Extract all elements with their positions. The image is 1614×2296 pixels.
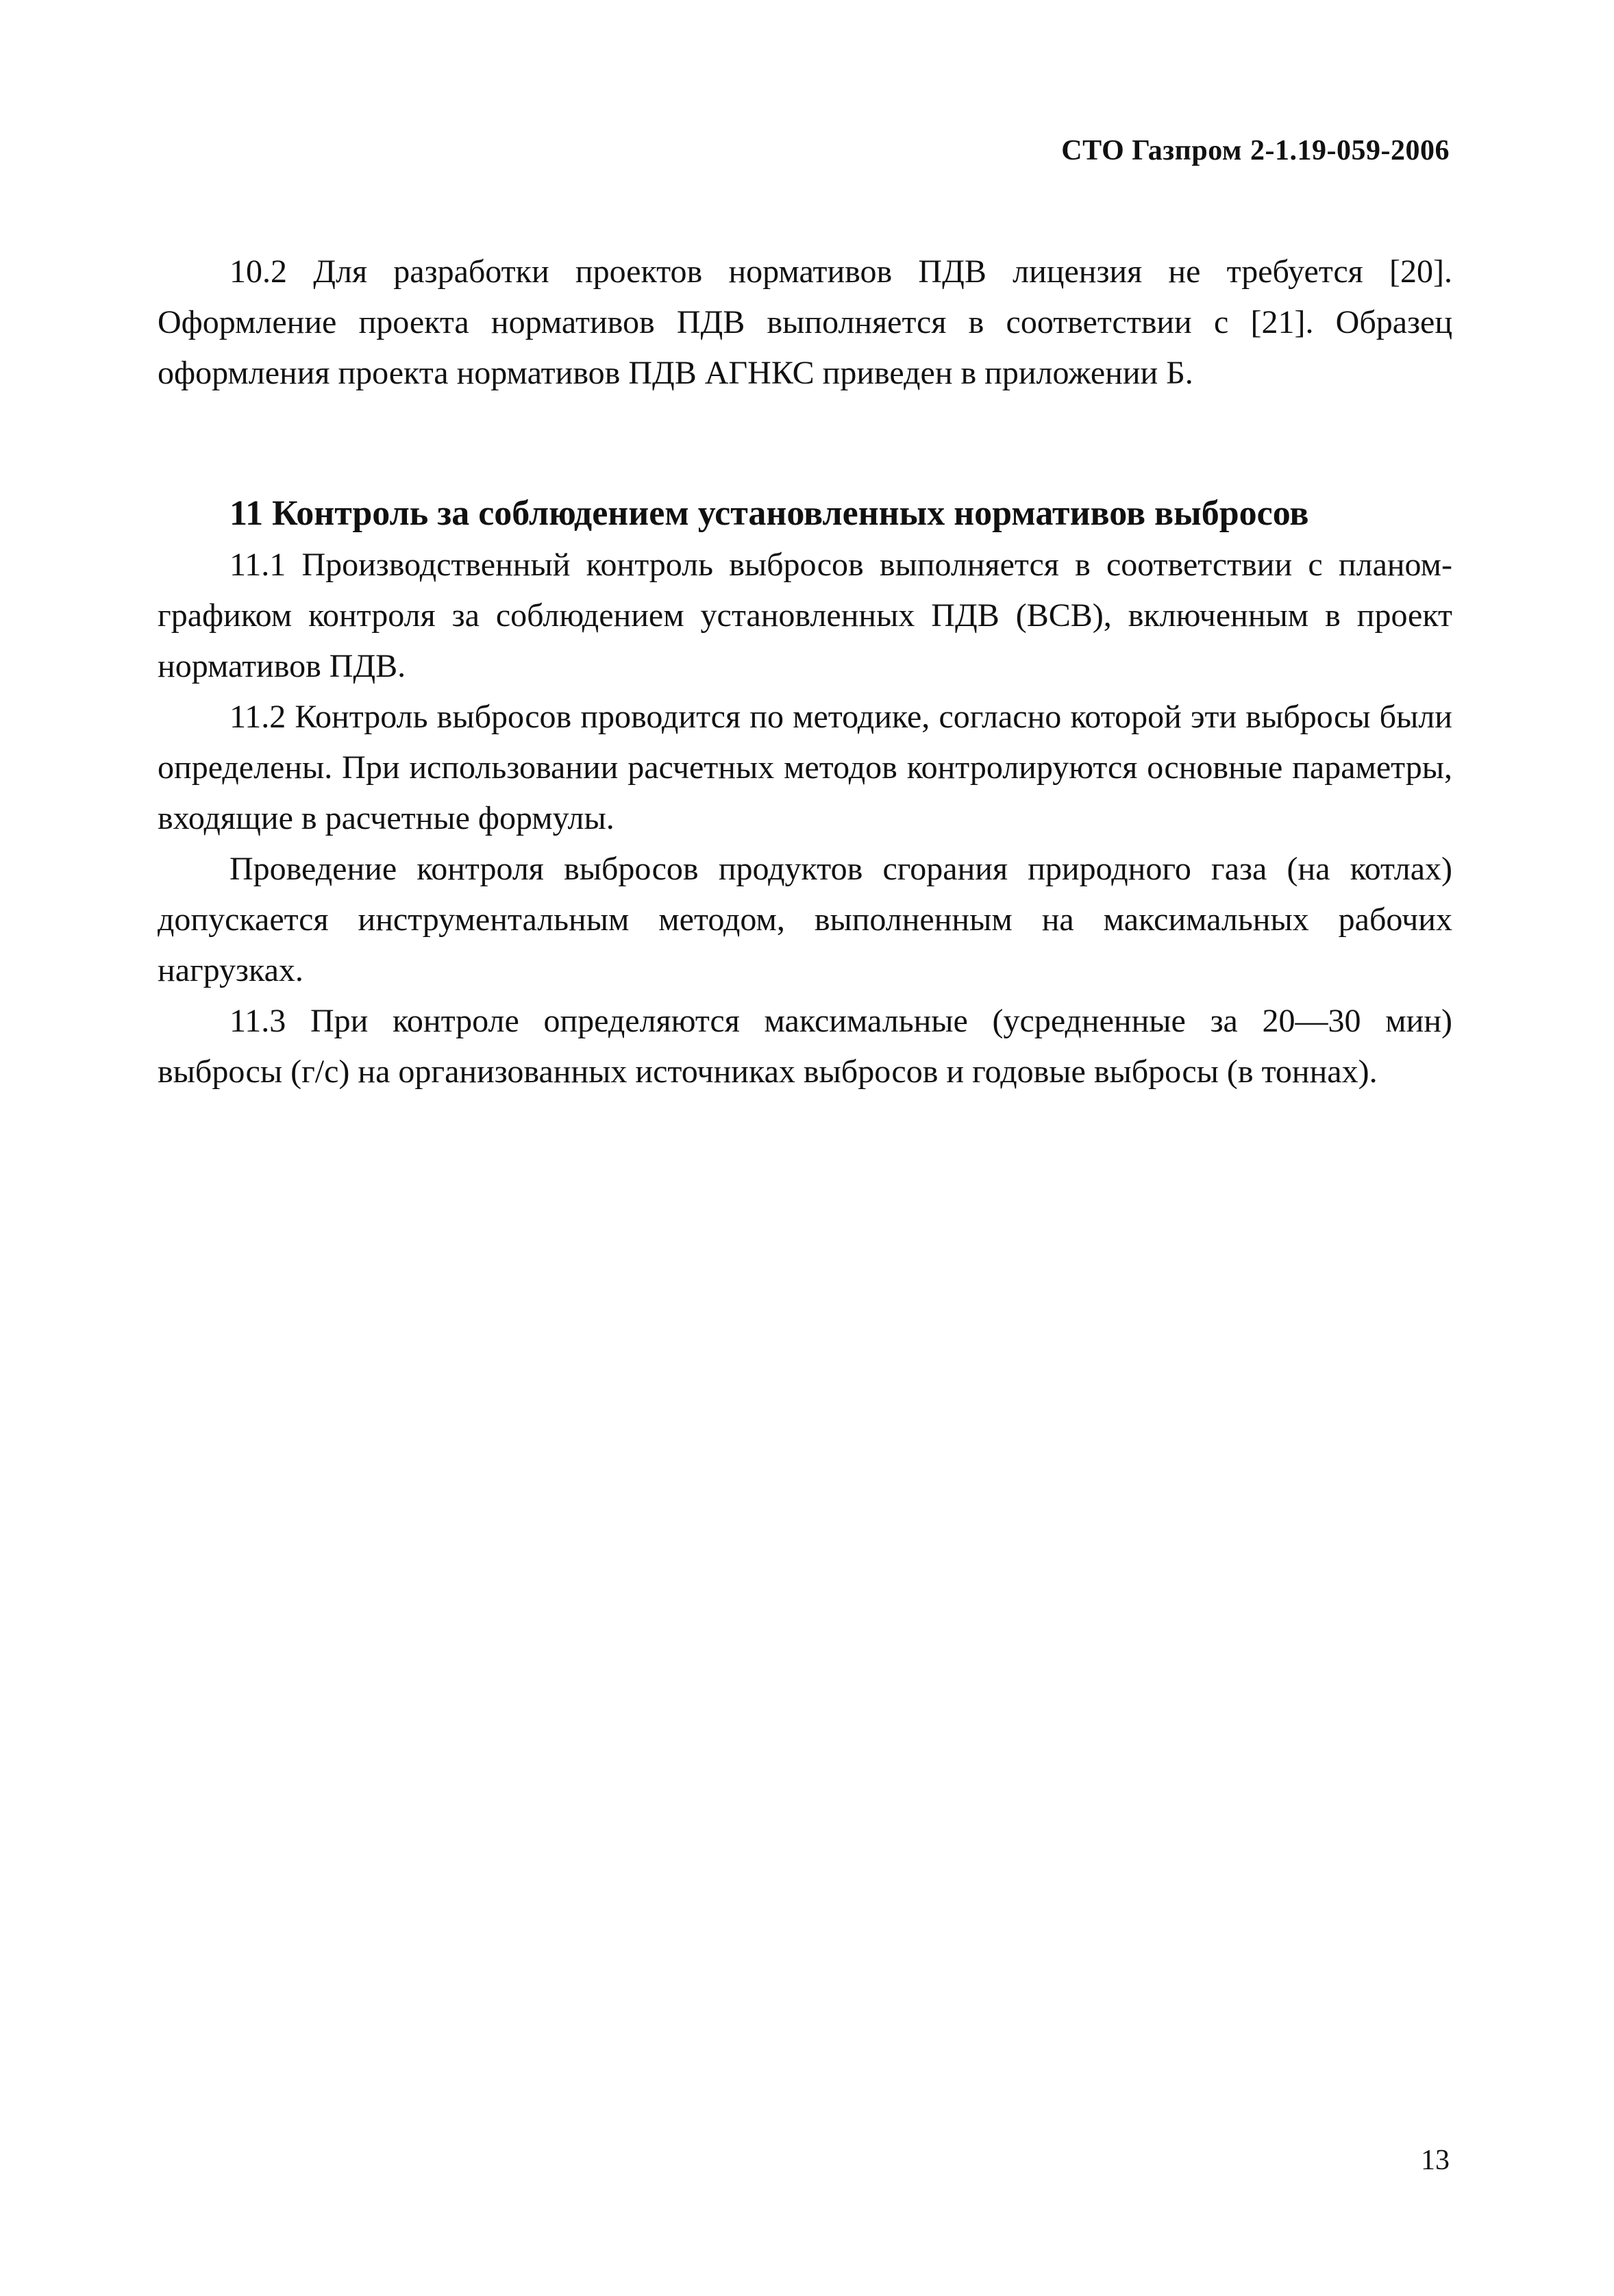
- page-number: 13: [1421, 2145, 1450, 2176]
- header-standard-code: 2-1.19-059-2006: [1250, 135, 1450, 166]
- paragraph-10-2: 10.2 Для разработки проектов нормативов ПДВ лицензия не требуется [20]. Оформление проекта нормативов ПДВ выполняется в соответствии с [21]. Образец оформления проекта нормативов ПДВ АГНКС приведен в приложении Б.: [158, 253, 1452, 391]
- paragraph-11-2: 11.2 Контроль выбросов проводится по методике, согласно которой эти выбросы были определены. При использовании расчетных методов контролируются основные параметры, входящие в расчетные формулы.: [158, 699, 1452, 836]
- paragraph-11-3: 11.3 При контроле определяются максимальные (усредненные за 20—30 мин) выбросы (г/с) на организованных источниках выбросов и годовые выбросы (в тоннах).: [158, 1003, 1452, 1090]
- paragraph-11-2-continued: Проведение контроля выбросов продуктов сгорания природного газа (на котлах) допускается инструментальным методом, выполненным на максимальных рабочих нагрузках.: [158, 851, 1452, 988]
- section-11-heading: 11 Контроль за соблюдением установленных нормативов выбросов: [229, 494, 1309, 533]
- section-spacer: [158, 399, 1452, 488]
- paragraph-11-1: 11.1 Производственный контроль выбросов выполняется в соответствии с планом-графиком контроля за соблюдением установленных ПДВ (ВСВ), включенным в проект нормативов ПДВ.: [158, 547, 1452, 684]
- header-organization: СТО Газпром: [1061, 135, 1243, 166]
- document-header: [1061, 134, 1450, 167]
- document-body: [158, 247, 1452, 1097]
